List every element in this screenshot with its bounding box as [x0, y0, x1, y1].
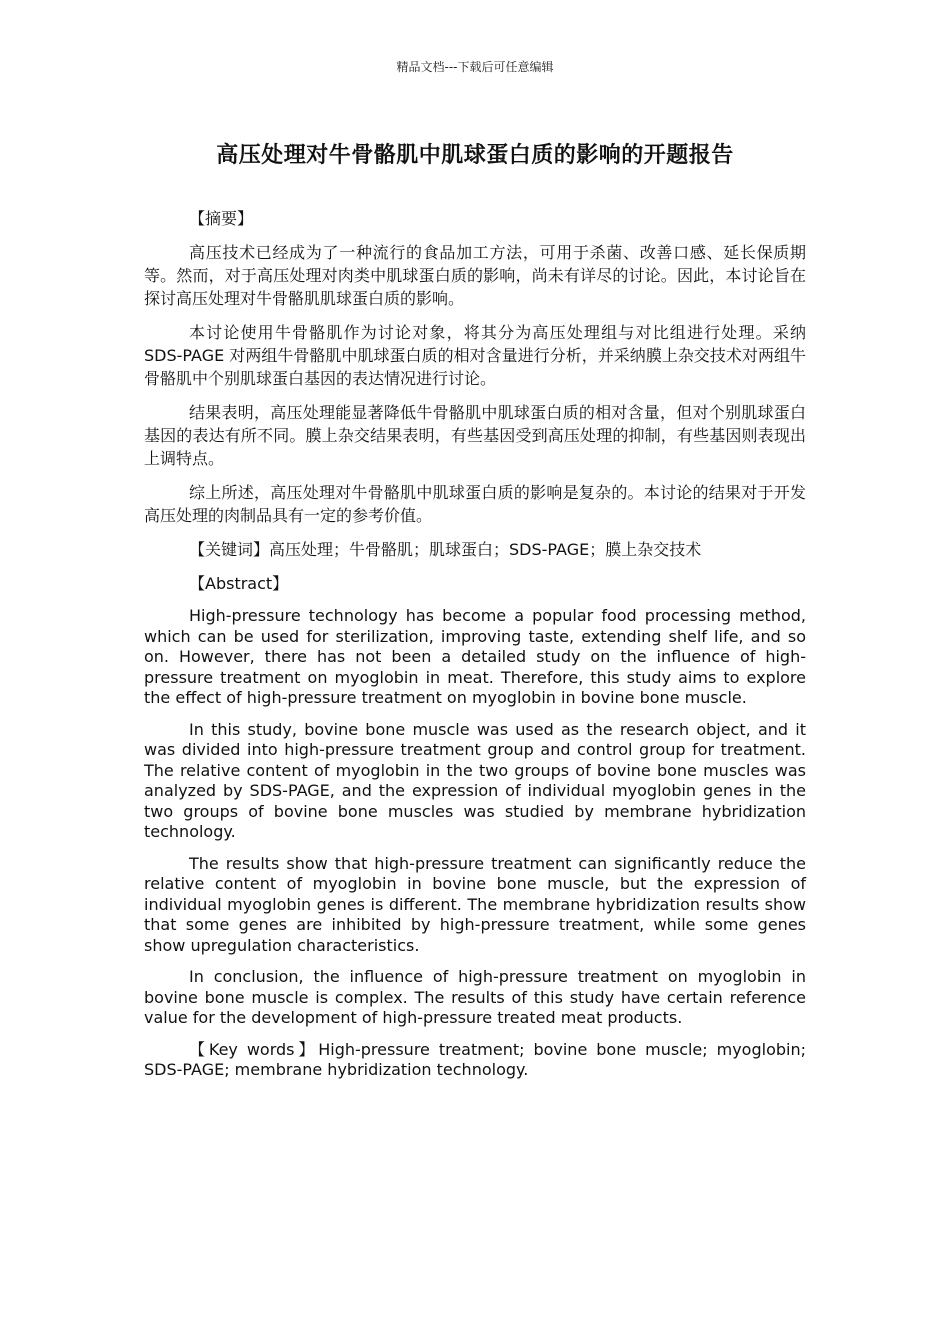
- abstract-cn-heading: 【摘要】: [189, 209, 254, 228]
- abstract-en-paragraph: In conclusion, the influence of high-pressure treatment on myoglobin in bovine bone muscle is complex. The results of this study have certain reference value for the development of high-pressure treated meat products.: [144, 967, 806, 1027]
- abstract-en-paragraph: The results show that high-pressure treatment can significantly reduce the relative content of myoglobin in bovine bone muscle, but the expression of individual myoglobin genes is different. The membrane hybridization results show that some genes are inhibited by high-pressure treatment, while some genes show upregulation characteristics.: [144, 853, 806, 955]
- keywords-en: 【Key words】High-pressure treatment; bovine bone muscle; myoglobin; SDS-PAGE; membrane hybridization technology.: [144, 1039, 806, 1079]
- abstract-en-paragraph: In this study, bovine bone muscle was used as the research object, and it was divided into high-pressure treatment group and control group for treatment. The relative content of myoglobin in the two groups of bovine bone muscles was analyzed by SDS-PAGE, and the expression of individual myoglobin genes in the two groups of bovine bone muscles was studied by membrane hybridization technology.: [144, 719, 806, 841]
- document-body: [144, 207, 806, 1092]
- abstract-en-heading: 【Abstract】: [189, 574, 289, 593]
- abstract-cn-paragraph: 结果表明，高压处理能显著降低牛骨骼肌中肌球蛋白质的相对含量，但对个别肌球蛋白基因的表达有所不同。膜上杂交结果表明，有些基因受到高压处理的抑制，有些基因则表现出上调特点。: [144, 403, 806, 468]
- abstract-en-paragraph: High-pressure technology has become a popular food processing method, which can be used for sterilization, improving taste, extending shelf life, and so on. However, there has not been a detailed study on the influence of high-pressure treatment on myoglobin in meat. Therefore, this study aims to explore the effect of high-pressure treatment on myoglobin in bovine bone muscle.: [144, 606, 806, 707]
- header-note: 精品文档---下载后可任意编辑: [396, 60, 554, 74]
- document-title: 高压处理对牛骨骼肌中肌球蛋白质的影响的开题报告: [216, 143, 734, 168]
- keywords-cn: 【关键词】高压处理；牛骨骼肌；肌球蛋白；SDS-PAGE；膜上杂交技术: [189, 540, 702, 559]
- abstract-cn-paragraph: 高压技术已经成为了一种流行的食品加工方法，可用于杀菌、改善口感、延长保质期等。然而，对于高压处理对肉类中肌球蛋白质的影响，尚未有详尽的讨论。因此，本讨论旨在探讨高压处理对牛骨骼肌肌球蛋白质的影响。: [144, 243, 806, 308]
- abstract-cn-paragraph: 综上所述，高压处理对牛骨骼肌中肌球蛋白质的影响是复杂的。本讨论的结果对于开发高压处理的肉制品具有一定的参考价值。: [144, 483, 806, 525]
- abstract-cn-paragraph: 本讨论使用牛骨骼肌作为讨论对象，将其分为高压处理组与对比组进行处理。采纳 SDS-PAGE 对两组牛骨骼肌中肌球蛋白质的相对含量进行分析，并采纳膜上杂交技术对两组牛骨骼肌中个别肌球蛋白基因的表达情况进行讨论。: [144, 323, 806, 388]
